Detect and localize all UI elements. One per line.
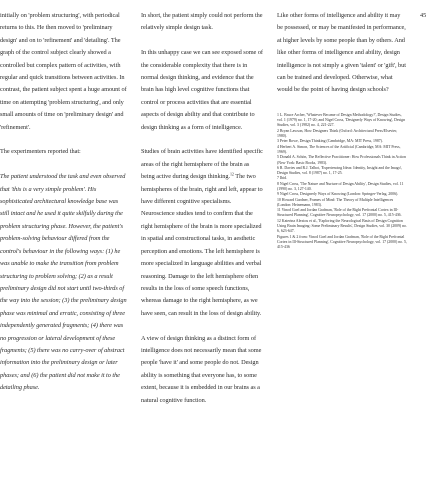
paragraph-text: The two hemispheres of the brain, right and left, appear to have different cognitive specialisms. Neuroscience studies tend to confirm that the right hemisphere of the brain is more specialized in spatial and constructional tasks, in aesthetic perception and emotions. The left hemisphere is more specialized in language abilities and verbal reasoning. Damage to the left hemisphere often results in the loss of some speech functions, whereas damage to the right hemisphere, as we have seen, can result in the loss of design ability. xyxy=(141,173,263,317)
figure-credit: Figures 1 & 2 from: Vinod Goel and Jordan Grafman, 'Role of the Right Prefrontal Cortex in Ill-Structured Planning', Cognitive Neuropsychology, vol. 17 (2000) no. 5, 415-436 xyxy=(277,234,407,250)
footnote: 5 Donald A. Schön, The Reflective Practitioner: How Professionals Think in Action (New York: Basic Books, 1983). xyxy=(277,155,406,165)
column-left xyxy=(0,10,128,395)
column-middle xyxy=(141,10,264,407)
paragraph: In this unhappy case we can see exposed some of the considerable complexity that there is in normal design thinking, and evidence that the brain has high level cognitive functions that control or process activities that are essential aspects of design ability and that contribute to design thinking as a form of intelligence. xyxy=(141,49,263,131)
footnote: 7 Ibid. xyxy=(277,176,288,181)
paragraph xyxy=(141,146,264,320)
footnote: 1 L. Bruce Archer, 'Whatever Became of Design Methodology?', Design Studies, vol. 1 (1979) no. 1, 17-20; and Nigel Cross, 'Designerly Ways of Knowing', Design Studies, vol. 3 (1982) no. 4, 221-227. xyxy=(277,112,405,128)
page-number: 45 xyxy=(420,12,427,19)
paragraph: initially on 'problem structuring', with periodical returns to this. He then moved to 'preliminary design' and on to 'refinement' and 'detailing'. The graph of the control subject clearly showed a controlled but complex pattern of activities, with regular and quick transitions between activities. In contrast, the patient subject spent a huge amount of time on attempting 'problem structuring', and only small amounts of time on 'preliminary design' and 'refinement'. xyxy=(0,12,127,131)
footnote: 2 Bryan Lawson, How Designers Think (Oxford: Architectural Press/Elsevier, 1980). xyxy=(277,128,398,139)
footnotes xyxy=(277,113,407,251)
column-right xyxy=(277,10,407,251)
footnote: 4 Herbert A. Simon, The Sciences of the Artificial (Cambridge, MA: MIT Press, 1969). xyxy=(277,144,401,154)
paragraph-text: Studies of brain activities have identified specific areas of the right hemisphere of the brain as being active during design thinking. xyxy=(141,148,263,181)
footnote: 10 Howard Gardner, Frames of Mind: The Theory of Multiple Intelligences (London: Heinemann, 1983). xyxy=(277,197,394,207)
paragraph: The experimenters reported that: xyxy=(0,148,81,156)
block-quote: The patient understood the task and even observed that 'this is a very simple problem'. His sophisticated architectural knowledge base was still intact and he used it quite skilfully during the problem structuring phase. However, the patient's problem-solving behaviour differed from the control's behaviour in the following ways: (1) he was unable to make the transition from problem structuring to problem solving; (2) as a result preliminary design did not start until two-thirds of the way into the session; (3) the preliminary design phase was minimal and erratic, consisting of three independently generated fragments; (4) there was no progression or lateral development of these fragments; (5) there was no carry-over of abstract information into the preliminary design or later phases; and (6) the patient did not make it to the detailing phase. xyxy=(0,173,127,392)
footnote: 3 Peter Rowe, Design Thinking (Cambridge, MA: MIT Press, 1987). xyxy=(277,139,383,144)
paragraph: A view of design thinking as a distinct form of intelligence does not necessarily mean that some people 'have it' and some people do not. Design ability is something that everyone has, to some extent, because it is embedded in our brains as a natural cognitive function. xyxy=(141,334,262,404)
footnote-ref: 12 xyxy=(229,171,234,177)
footnote: 8 Nigel Cross, 'The Nature and Nurture of Design Ability', Design Studies, vol. 11 (1990) no. 3, 127-140. xyxy=(277,181,404,191)
paragraph: In short, the patient simply could not perform the relatively simple design task. xyxy=(141,12,263,32)
footnote: 12 Katerina Alexiou et al., 'Exploring the Neurological Basis of Design Cognition Using Brain Imaging: Some Preliminary Results', Design Studies, vol. 30 (2009) no. 6, 623-647. xyxy=(277,218,407,234)
footnote: 11 Vinod Goel and Jordan Grafman, 'Role of the Right Prefrontal Cortex in Ill-Structured Planning', Cognitive Neuropsychology, vol. 17 (2000) no. 5, 415-436. xyxy=(277,208,402,218)
paragraph: Like other forms of intelligence and ability it may be possessed, or may be manifested in performance, at higher levels by some people than by others. And like other forms of intelligence and ability, design intelligence is not simply a given 'talent' or 'gift', but can be trained and developed. Otherwise, what would be the point of having design schools? xyxy=(277,12,406,94)
footnote: 6 R. Davies and R.J. Talbot, 'Experiencing Ideas: Identity, Insight and the Imago', Design Studies, vol. 8 (1987) no. 1, 17-25. xyxy=(277,165,403,176)
footnote: 9 Nigel Cross, Designerly Ways of Knowing (London: Springer-Verlag, 2006). xyxy=(277,192,399,197)
